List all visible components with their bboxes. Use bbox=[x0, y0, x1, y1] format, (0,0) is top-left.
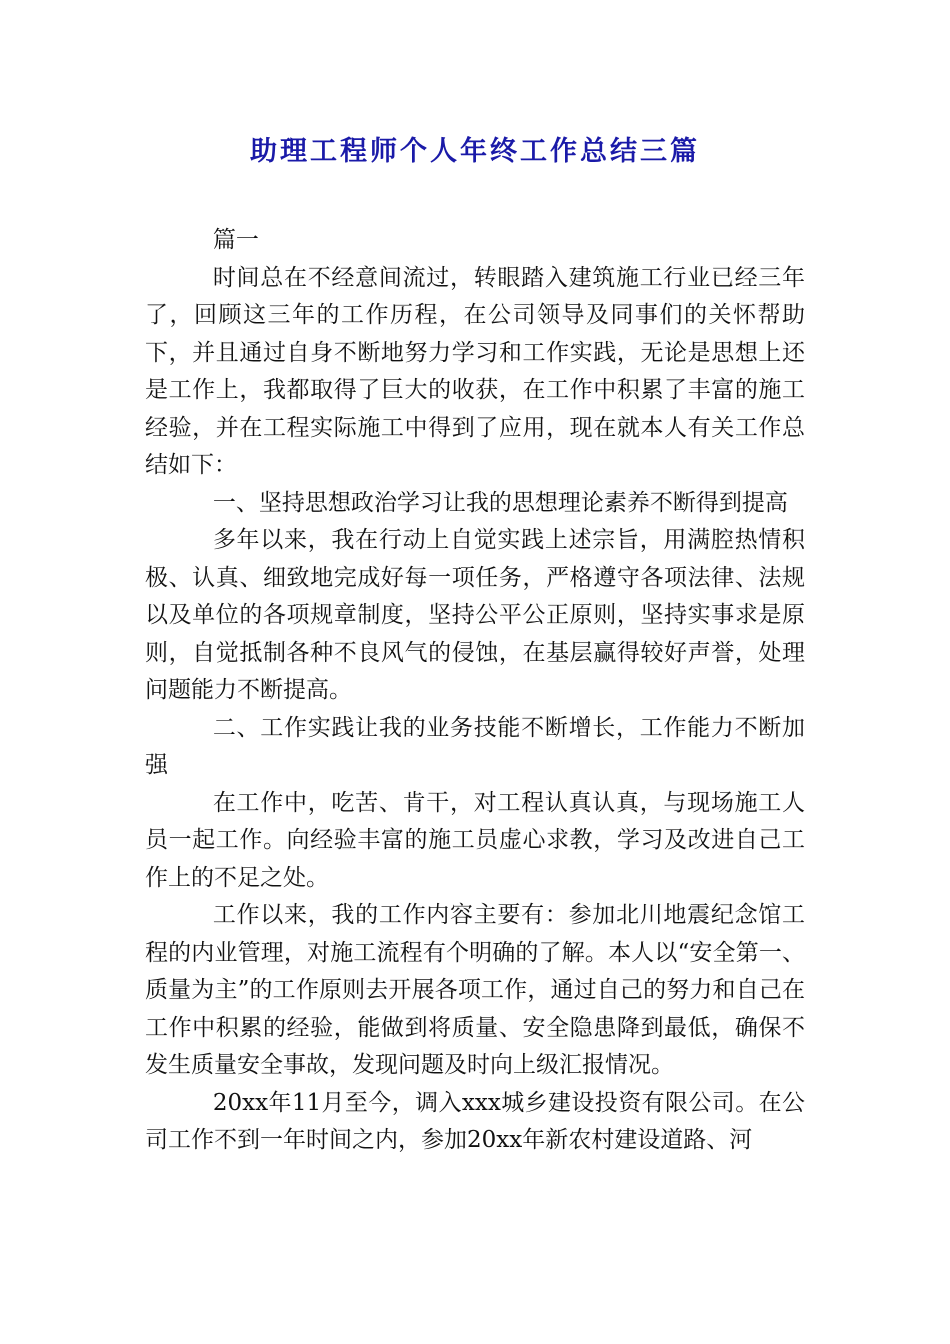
paragraph-heading-2: 二、工作实践让我的业务技能不断增长，工作能力不断加强 bbox=[145, 714, 805, 778]
paragraph-body-4: 20xx年11月至今，调入xxx城乡建设投资有限公司。在公司工作不到一年时间之内，参加20xx年新农村建设道路、河 bbox=[145, 1089, 805, 1153]
paragraph-body-1: 多年以来，我在行动上自觉实践上述宗旨，用满腔热情积极、认真、细致地完成好每一项任务，严格遵守各项法律、法规以及单位的各项规章制度，坚持公平公正原则，坚持实事求是原则，自觉抵制各种不良风气的侵蚀，在基层赢得较好声誉，处理问题能力不断提高。 bbox=[145, 527, 805, 703]
document-body bbox=[145, 222, 805, 1160]
document-title: 助理工程师个人年终工作总结三篇 bbox=[250, 136, 700, 167]
paragraph-intro: 时间总在不经意间流过，转眼踏入建筑施工行业已经三年了，回顾这三年的工作历程，在公司领导及同事们的关怀帮助下，并且通过自身不断地努力学习和工作实践，无论是思想上还是工作上，我都取得了巨大的收获，在工作中积累了丰富的施工经验，并在工程实际施工中得到了应用，现在就本人有关工作总结如下： bbox=[145, 264, 805, 478]
paragraph-heading-1: 一、坚持思想政治学习让我的思想理论素养不断得到提高 bbox=[212, 489, 788, 516]
paragraph-body-3: 工作以来，我的工作内容主要有：参加北川地震纪念馆工程的内业管理，对施工流程有个明确的了解。本人以“安全第一、质量为主”的工作原则去开展各项工作，通过自己的努力和自己在工作中积累的经验，能做到将质量、安全隐患降到最低，确保不发生质量安全事故，发现问题及时向上级汇报情况。 bbox=[145, 902, 805, 1078]
paragraph-body-2: 在工作中，吃苦、肯干，对工程认真认真，与现场施工人员一起工作。向经验丰富的施工员虚心求教，学习及改进自己工作上的不足之处。 bbox=[145, 789, 805, 891]
paragraph-section-heading: 篇一 bbox=[212, 227, 259, 253]
